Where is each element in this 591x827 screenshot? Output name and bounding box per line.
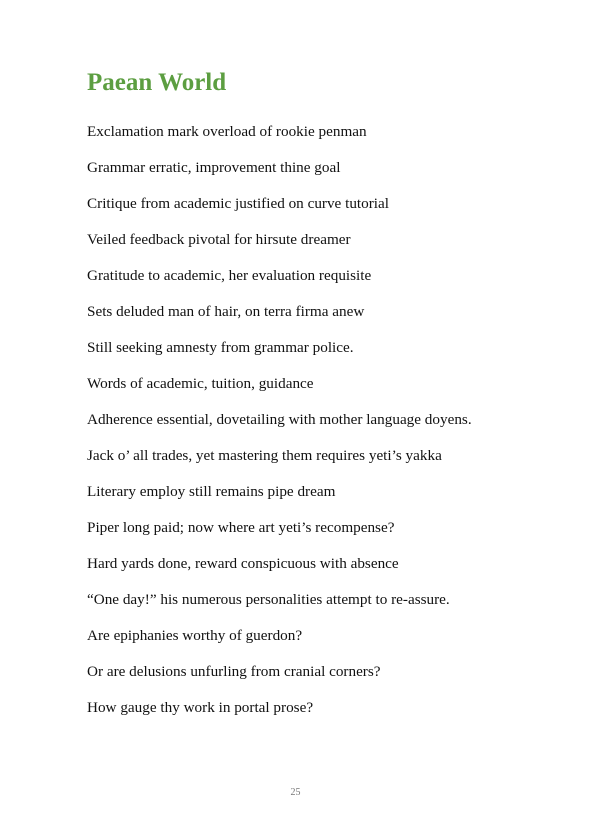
poem-line: Sets deluded man of hair, on terra firma anew bbox=[87, 303, 365, 320]
poem-body bbox=[87, 120, 504, 732]
poem-line: Hard yards done, reward conspicuous with absence bbox=[87, 555, 399, 572]
poem-line: Exclamation mark overload of rookie penman bbox=[87, 123, 367, 140]
poem-line: Or are delusions unfurling from cranial corners? bbox=[87, 663, 381, 680]
poem-line: How gauge thy work in portal prose? bbox=[87, 699, 314, 716]
poem-line: Piper long paid; now where art yeti’s recompense? bbox=[87, 519, 395, 536]
poem-line: Critique from academic justified on curve tutorial bbox=[87, 195, 389, 212]
poem-line: Words of academic, tuition, guidance bbox=[87, 375, 314, 392]
poem-line: Jack o’ all trades, yet mastering them requires yeti’s yakka bbox=[87, 447, 442, 464]
poem-line: Adherence essential, dovetailing with mother language doyens. bbox=[87, 411, 472, 428]
poem-line: “One day!” his numerous personalities attempt to re-assure. bbox=[87, 591, 450, 608]
poem-line: Still seeking amnesty from grammar police. bbox=[87, 339, 354, 356]
poem-line: Literary employ still remains pipe dream bbox=[87, 483, 336, 500]
poem-line: Are epiphanies worthy of guerdon? bbox=[87, 627, 303, 644]
page-number: 25 bbox=[290, 787, 301, 798]
poem-line: Grammar erratic, improvement thine goal bbox=[87, 159, 341, 176]
poem-line: Gratitude to academic, her evaluation requisite bbox=[87, 267, 372, 284]
poem-line: Veiled feedback pivotal for hirsute dreamer bbox=[87, 231, 351, 248]
page-title: Paean World bbox=[87, 69, 227, 96]
